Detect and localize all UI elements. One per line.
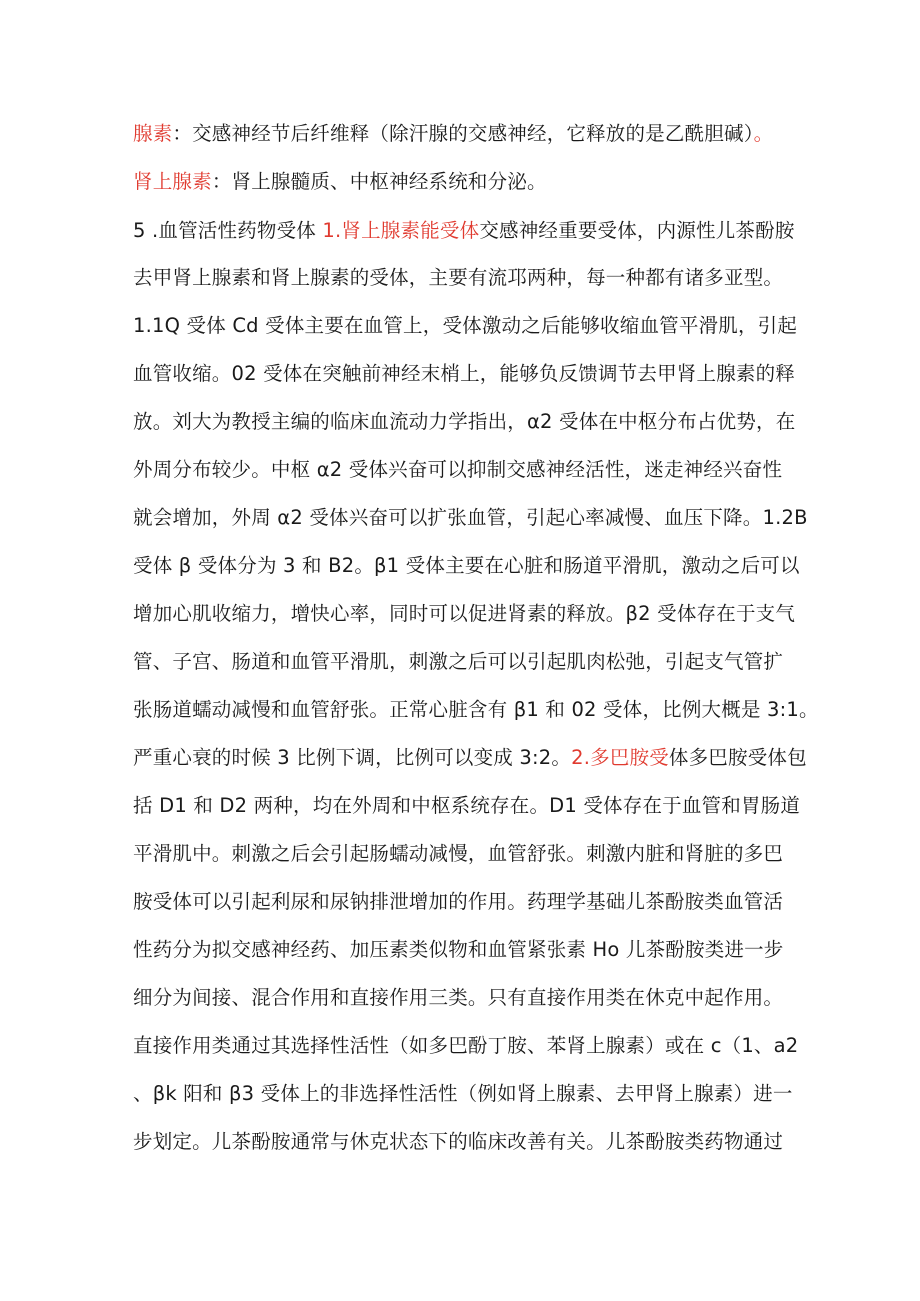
text-segment: 就会增加，外周 α2 受体兴奋可以扩张血管，引起心率减慢、血压下降。1.2B <box>133 506 808 529</box>
text-line-5 <box>133 310 797 342</box>
text-segment: 体多巴胺受体包 <box>668 746 807 769</box>
text-line-3 <box>133 215 795 247</box>
text-line-17 <box>133 886 783 918</box>
text-segment: 步划定。儿茶酚胺通常与休克状态下的临床改善有关。儿茶酚胺类药物通过 <box>133 1130 784 1153</box>
text-segment: 细分为间接、混合作用和直接作用三类。只有直接作用类在休克中起作用。 <box>133 986 784 1009</box>
text-line-6 <box>133 358 795 390</box>
text-line-9 <box>133 502 808 534</box>
text-segment: 胺受体可以引起利尿和尿钠排泄增加的作用。药理学基础儿茶酚胺类血管活 <box>133 890 784 913</box>
text-line-18 <box>133 934 784 966</box>
text-segment: 括 D1 和 D2 两种，均在外周和中枢系统存在。D1 受体存在于血管和胃肠道 <box>133 794 801 817</box>
text-line-12 <box>133 646 783 678</box>
text-line-7 <box>133 406 795 438</box>
text-line-8 <box>133 454 782 486</box>
text-segment: ：肾上腺髓质、中枢神经系统和分泌。 <box>211 170 547 193</box>
text-line-15 <box>133 790 800 822</box>
text-segment: 、βk 阳和 β3 受体上的非选择性活性（例如肾上腺素、去甲肾上腺素）进一 <box>133 1082 793 1105</box>
text-segment: 严重心衰的时候 3 比例下调，比例可以变成 3:2。 <box>133 746 572 769</box>
text-segment: 血管收缩。02 受体在突触前神经末梢上，能够负反馈调节去甲肾上腺素的释 <box>133 362 796 385</box>
text-segment: 受体 β 受体分为 3 和 B2。β1 受体主要在心脏和肠道平滑肌，激动之后可以 <box>133 554 800 577</box>
text-segment: 直接作用类通过其选择性活性（如多巴酚丁胺、苯肾上腺素）或在 c（1、a2 <box>133 1034 799 1057</box>
highlight-heading: 2.多巴胺受 <box>571 746 669 769</box>
text-line-16 <box>133 838 783 870</box>
highlight-term: 肾上腺素 <box>133 170 212 193</box>
text-segment: 交感神经重要受体，内源性儿茶酚胺 <box>479 219 795 242</box>
text-line-10 <box>133 550 800 582</box>
text-segment: 张肠道蠕动减慢和血管舒张。正常心脏含有 β1 和 02 受体，比例大概是 3:1。 <box>133 698 819 721</box>
text-line-21 <box>133 1078 793 1110</box>
text-segment: 管、子宫、肠道和血管平滑肌，刺激之后可以引起肌肉松弛，引起支气管扩 <box>133 650 784 673</box>
text-line-19 <box>133 982 783 1014</box>
text-segment: 平滑肌中。刺激之后会引起肠蠕动减慢，血管舒张。刺激内脏和肾脏的多巴 <box>133 842 784 865</box>
text-segment: 放。刘大为教授主编的临床血流动力学指出，α2 受体在中枢分布占优势，在 <box>133 410 796 433</box>
text-segment: ：交感神经节后纤维释（除汗腺的交感神经，它释放的是乙酰胆碱） <box>172 122 754 145</box>
text-segment: 增加心肌收缩力，增快心率，同时可以促进肾素的释放。β2 受体存在于支气 <box>133 602 796 625</box>
text-line-14 <box>133 742 807 774</box>
text-segment: 1.1Q 受体 Cd 受体主要在血管上，受体激动之后能够收缩血管平滑肌，引起 <box>133 314 798 337</box>
text-line-22 <box>133 1126 783 1158</box>
highlight-term: 腺素 <box>133 122 173 145</box>
text-line-4 <box>133 262 783 294</box>
text-line-2 <box>133 166 547 198</box>
text-line-13 <box>133 694 819 726</box>
highlight-punct: 。 <box>753 122 774 145</box>
text-segment: 性药分为拟交感神经药、加压素类似物和血管紧张素 Ho 儿茶酚胺类进一步 <box>133 938 784 961</box>
text-segment: 去甲肾上腺素和肾上腺素的受体，主要有流邛两种，每一种都有诸多亚型。 <box>133 266 784 289</box>
text-segment: 外周分布较少。中枢 α2 受体兴奋可以抑制交感神经活性，迷走神经兴奋性 <box>133 458 783 481</box>
text-line-1 <box>133 118 773 150</box>
text-line-20 <box>133 1030 798 1062</box>
highlight-heading: 1.肾上腺素能受体 <box>322 219 480 242</box>
text-line-11 <box>133 598 795 630</box>
text-segment: 5 .血管活性药物受体 <box>133 219 323 242</box>
